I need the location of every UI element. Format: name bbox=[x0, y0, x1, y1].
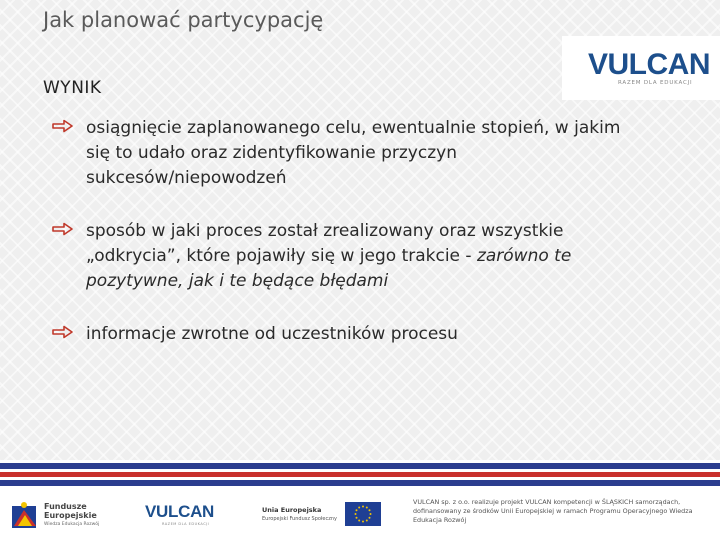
ue-label bbox=[262, 506, 337, 524]
arrow-bullet-icon bbox=[52, 322, 74, 347]
slide-title: Jak planować partycypację bbox=[43, 8, 324, 32]
bullet-text-regular: sposób w jaki proces został zrealizowany oraz wszystkie „odkrycia”, które pojawiły się w jego trakcie - bbox=[86, 221, 564, 266]
bullet-item-3 bbox=[52, 322, 634, 347]
footer-vulcan-logo: VULCAN bbox=[145, 502, 215, 521]
arrow-bullet-icon bbox=[52, 219, 74, 294]
arrow-bullet-icon bbox=[52, 116, 74, 191]
bullet-item-2 bbox=[52, 219, 634, 294]
fe-line-2: Europejskie bbox=[44, 510, 97, 520]
fe-line-3: Wiedza Edukacja Rozwój bbox=[44, 521, 100, 527]
logo-brand: VULCAN bbox=[588, 48, 710, 81]
section-heading: WYNIK bbox=[43, 78, 102, 98]
vulcan-logo bbox=[562, 36, 720, 100]
fe-emblem-icon bbox=[10, 500, 40, 530]
footer-vulcan-tagline: RAZEM DLA EDUKACJI bbox=[162, 522, 210, 526]
bullet-text: informacje zwrotne od uczestników procesu bbox=[86, 324, 458, 344]
bullet-text-italic: zarówno te pozytywne, jak i te będące błędami bbox=[86, 246, 572, 291]
ue-line-2: Europejski Fundusz Społeczny bbox=[262, 516, 337, 522]
bullet-text: osiągnięcie zaplanowanego celu, ewentualnie stopień, w jakim się to udało oraz zidentyfikowanie przyczyn sukcesów/niepowodzeń bbox=[86, 118, 621, 188]
eu-flag-icon bbox=[345, 502, 381, 526]
logo-tagline: RAZEM DLA EDUKACJI bbox=[618, 80, 693, 86]
fe-line-1: Fundusze bbox=[44, 501, 87, 511]
fundusze-europejskie-logo bbox=[10, 500, 99, 530]
bullet-text bbox=[74, 219, 634, 294]
decorative-stripes bbox=[0, 460, 720, 490]
footer bbox=[0, 490, 720, 540]
project-info-text: VULCAN sp. z o.o. realizuje projekt VULCAN kompetencji w ŚLĄSKICH samorządach, dofinansowany ze środków Unii Europejskiej w ramach Programu Operacyjnego Wiedza Edukacja Rozwój bbox=[413, 498, 693, 524]
bullet-item-1 bbox=[52, 116, 634, 191]
ue-line-1: Unia Europejska bbox=[262, 506, 322, 514]
